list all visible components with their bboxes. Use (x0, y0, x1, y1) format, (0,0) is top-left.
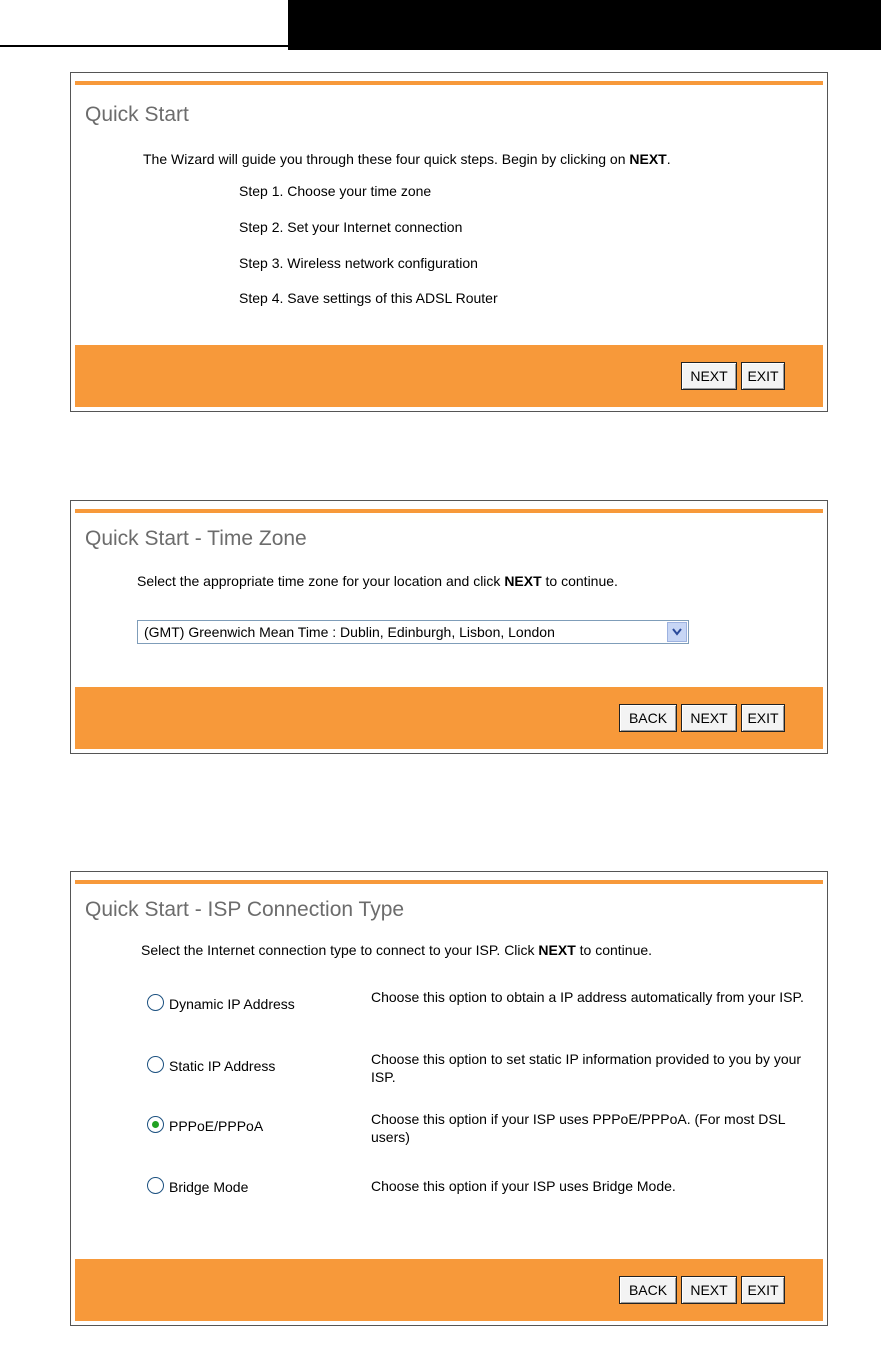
radio-button[interactable] (147, 994, 164, 1011)
option-label[interactable]: Bridge Mode (169, 1179, 249, 1195)
step-item: Step 3. Wireless network configuration (239, 255, 478, 271)
step-item: Step 1. Choose your time zone (239, 183, 432, 199)
intro-text-start: Select the Internet connection type to connect to your ISP. Click (141, 942, 539, 958)
panel-footer (75, 687, 823, 749)
panel-footer (75, 345, 823, 407)
back-button[interactable]: BACK (619, 1276, 677, 1304)
header-rule (0, 45, 288, 47)
option-label[interactable]: PPPoE/PPPoA (169, 1118, 264, 1134)
intro-text-start: Select the appropriate time zone for your location and click (137, 573, 505, 589)
time-zone-panel (70, 500, 828, 754)
radio-selected-dot (152, 1121, 159, 1128)
intro-text-end: to continue. (575, 942, 653, 958)
page-header-bar (0, 0, 892, 50)
step-item: Step 2. Set your Internet connection (239, 219, 463, 235)
connection-option-bridge-mode[interactable] (147, 1177, 787, 1217)
intro-text (141, 942, 652, 958)
radio-button[interactable] (147, 1177, 164, 1194)
panel-top-rule (75, 81, 823, 85)
connection-option-dynamic-ip[interactable] (147, 989, 804, 1034)
next-button[interactable]: NEXT (681, 362, 737, 390)
step-item: Step 4. Save settings of this ADSL Router (239, 290, 498, 306)
intro-text (143, 151, 671, 167)
time-zone-selected-value: (GMT) Greenwich Mean Time : Dublin, Edinburgh, Lisbon, London (144, 624, 555, 640)
panel-title: Quick Start (85, 103, 189, 126)
panel-title: Quick Start - ISP Connection Type (85, 898, 405, 921)
radio-button-selected[interactable] (147, 1116, 164, 1133)
option-label[interactable]: Dynamic IP Address (169, 996, 295, 1012)
intro-text-bold: NEXT (629, 151, 667, 167)
option-description: Choose this option to set static IP information provided to you by your ISP. (371, 1051, 802, 1085)
radio-button[interactable] (147, 1056, 164, 1073)
panel-top-rule (75, 509, 823, 513)
chevron-down-icon[interactable] (667, 622, 687, 642)
exit-button[interactable]: EXIT (741, 1276, 785, 1304)
panel-footer (75, 1259, 823, 1321)
back-button[interactable]: BACK (619, 704, 677, 732)
next-button[interactable]: NEXT (681, 704, 737, 732)
intro-text-end: to continue. (541, 573, 618, 589)
header-dark-band (288, 0, 878, 50)
panel-title: Quick Start - Time Zone (85, 527, 307, 550)
option-description: Choose this option if your ISP uses PPPoE/PPPoA. (For most DSL users) (371, 1111, 785, 1145)
option-description: Choose this option to obtain a IP address automatically from your ISP. (371, 989, 804, 1005)
time-zone-select[interactable] (137, 620, 689, 644)
option-description: Choose this option if your ISP uses Bridge Mode. (371, 1178, 676, 1194)
next-button[interactable]: NEXT (681, 1276, 737, 1304)
intro-text-bold: NEXT (504, 573, 542, 589)
exit-button[interactable]: EXIT (741, 362, 785, 390)
exit-button[interactable]: EXIT (741, 704, 785, 732)
intro-text-bold: NEXT (538, 942, 576, 958)
intro-text (137, 573, 618, 589)
intro-text-start: The Wizard will guide you through these four quick steps. Begin by clicking on (143, 151, 630, 167)
connection-option-pppoe-pppoa[interactable] (147, 1111, 787, 1156)
isp-connection-type-panel (70, 871, 828, 1326)
panel-top-rule (75, 880, 823, 884)
intro-text-end: . (666, 151, 671, 167)
connection-option-static-ip[interactable] (147, 1051, 802, 1096)
quick-start-panel (70, 72, 828, 412)
option-label[interactable]: Static IP Address (169, 1058, 276, 1074)
header-edge (878, 0, 881, 50)
